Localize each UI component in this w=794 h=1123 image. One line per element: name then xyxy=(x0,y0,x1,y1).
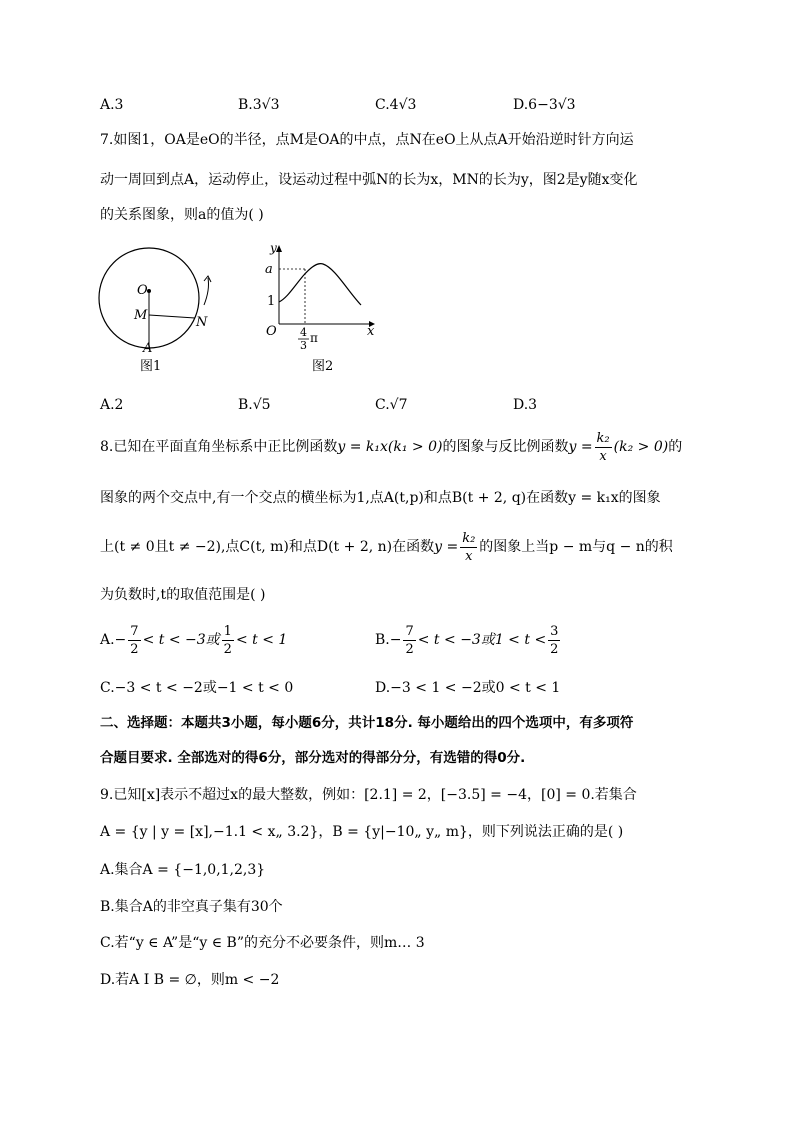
q8-option-a xyxy=(100,622,287,658)
tick-denominator: 3 xyxy=(300,339,307,352)
fraction-numerator: k₂ xyxy=(462,530,476,546)
q7-line3: 的关系图象，则a的值为( ) xyxy=(100,207,264,223)
section-2-line2: 合题目要求. 全部选对的得6分，部分选对的得部分分，有选错的得0分. xyxy=(100,750,526,766)
label-m: M xyxy=(134,308,148,323)
fraction-numerator: k₂ xyxy=(596,430,610,446)
q8-line3-y: y = xyxy=(434,539,459,555)
label-o: O xyxy=(137,283,148,298)
option-end: < t < 1 xyxy=(235,632,288,648)
q8-line3-end: 的图象上当p − m与q − n的积 xyxy=(479,539,673,555)
q8-line3-text: 上(t ≠ 0且t ≠ −2),点C(t, m)和点D(t + 2, n)在函数 xyxy=(100,539,435,555)
q9-option-c: C.若“y ∈ A”是“y ∈ B”的充分不必要条件，则m… 3 xyxy=(100,935,425,951)
figure-1-caption: 图1 xyxy=(140,359,162,374)
q8-line2: 图象的两个交点中,有一个交点的横坐标为1,点A(t,p)和点B(t + 2, q)在函数y = k₁x的图象 xyxy=(100,490,661,506)
curve xyxy=(279,264,361,305)
q7-line2: 动一周回到点A，运动停止，设运动过程中弧N的长为x，MN的长为y，图2是y随x变化 xyxy=(100,172,638,188)
fraction xyxy=(403,625,415,656)
fraction-denominator: 2 xyxy=(223,641,232,657)
arrow-head xyxy=(204,276,211,282)
q7-option-b: B.√5 xyxy=(238,397,271,413)
fraction-denominator: 2 xyxy=(405,641,414,657)
fraction xyxy=(222,625,234,656)
figure-2-graph xyxy=(255,238,385,378)
q9-option-a: A.集合A = {−1,0,1,2,3} xyxy=(100,862,266,878)
q8-line1-mid: 的图象与反比例函数 xyxy=(442,439,569,455)
label-a-value: a xyxy=(265,262,273,277)
q7-line1: 7.如图1，OA是eO的半径，点M是OA的中点，点N在eO上从点A开始沿逆时针方向运 xyxy=(100,132,634,148)
q6-option-b: B.3√3 xyxy=(238,97,280,113)
label-a: A xyxy=(143,341,153,356)
fraction-numerator: 1 xyxy=(223,623,232,639)
q8-line1-end: 的 xyxy=(668,439,683,455)
figure-2-caption: 图2 xyxy=(312,359,334,374)
q9-option-b: B.集合A的非空真子集有30个 xyxy=(100,899,283,915)
segment-mn xyxy=(149,315,195,318)
fraction-numerator: 3 xyxy=(550,623,559,639)
fraction-numerator: 7 xyxy=(405,623,414,639)
q8-option-b xyxy=(375,622,562,658)
option-prefix: A.− xyxy=(100,632,127,648)
q7-option-d: D.3 xyxy=(513,397,538,413)
option-prefix: B.− xyxy=(375,632,402,648)
fraction xyxy=(548,625,560,656)
q8-inverse-y: y = xyxy=(568,439,593,455)
label-x: x xyxy=(367,324,375,339)
q7-option-c: C.√7 xyxy=(375,397,408,413)
y-axis-arrow xyxy=(276,245,282,252)
option-mid: < t < −3或 xyxy=(142,632,220,648)
label-origin: O xyxy=(266,324,277,339)
fraction-denominator: x xyxy=(465,548,473,564)
q9-line1: 9.已知[x]表示不超过x的最大整数，例如：[2.1] = 2，[−3.5] = −4，[0] = 0.若集合 xyxy=(100,787,637,803)
section-2-line1: 二、选择题：本题共3小题，每小题6分，共计18分. 每小题给出的四个选项中，有多项符 xyxy=(100,715,634,731)
q9-option-d: D.若A I B = ∅，则m < −2 xyxy=(100,972,280,988)
tick-pi: π xyxy=(310,331,318,345)
direction-arrow xyxy=(204,278,209,305)
q7-option-a: A.2 xyxy=(100,397,124,413)
q8-line3 xyxy=(100,530,673,564)
q8-line1 xyxy=(100,430,682,464)
fraction-numerator: 7 xyxy=(130,623,139,639)
q8-line1-text: 8.已知在平面直角坐标系中正比例函数 xyxy=(100,439,338,455)
q9-line2: A = {y | y = [x],−1.1 < x„ 3.2}，B = {y|−10„ y„ m}，则下列说法正确的是( ) xyxy=(100,824,624,840)
label-one: 1 xyxy=(267,294,276,309)
fraction xyxy=(128,625,140,656)
fraction-denominator: 2 xyxy=(130,641,139,657)
q6-option-d: D.6−3√3 xyxy=(513,97,576,113)
label-n: N xyxy=(196,315,208,330)
label-y: y xyxy=(270,241,277,255)
q6-option-a: A.3 xyxy=(100,97,124,113)
fraction-denominator: x xyxy=(599,448,607,464)
figure-1-circle-diagram xyxy=(92,240,232,375)
fraction-denominator: 2 xyxy=(550,641,559,657)
q6-option-c: C.4√3 xyxy=(375,97,417,113)
tick-numerator: 4 xyxy=(300,326,307,339)
q8-option-c: C.−3 < t < −2或−1 < t < 0 xyxy=(100,680,294,696)
q8-linear-function: y = k₁x(k₁ > 0) xyxy=(337,439,443,455)
q8-line3-fraction xyxy=(460,532,477,563)
q8-line4: 为负数时,t的取值范围是( ) xyxy=(100,587,266,603)
q8-inverse-fraction xyxy=(595,432,612,463)
q8-k2-condition: (k₂ > 0) xyxy=(613,439,669,455)
q8-option-d: D.−3 < 1 < −2或0 < t < 1 xyxy=(375,680,561,696)
option-mid: < t < −3或1 < t < xyxy=(417,632,547,648)
